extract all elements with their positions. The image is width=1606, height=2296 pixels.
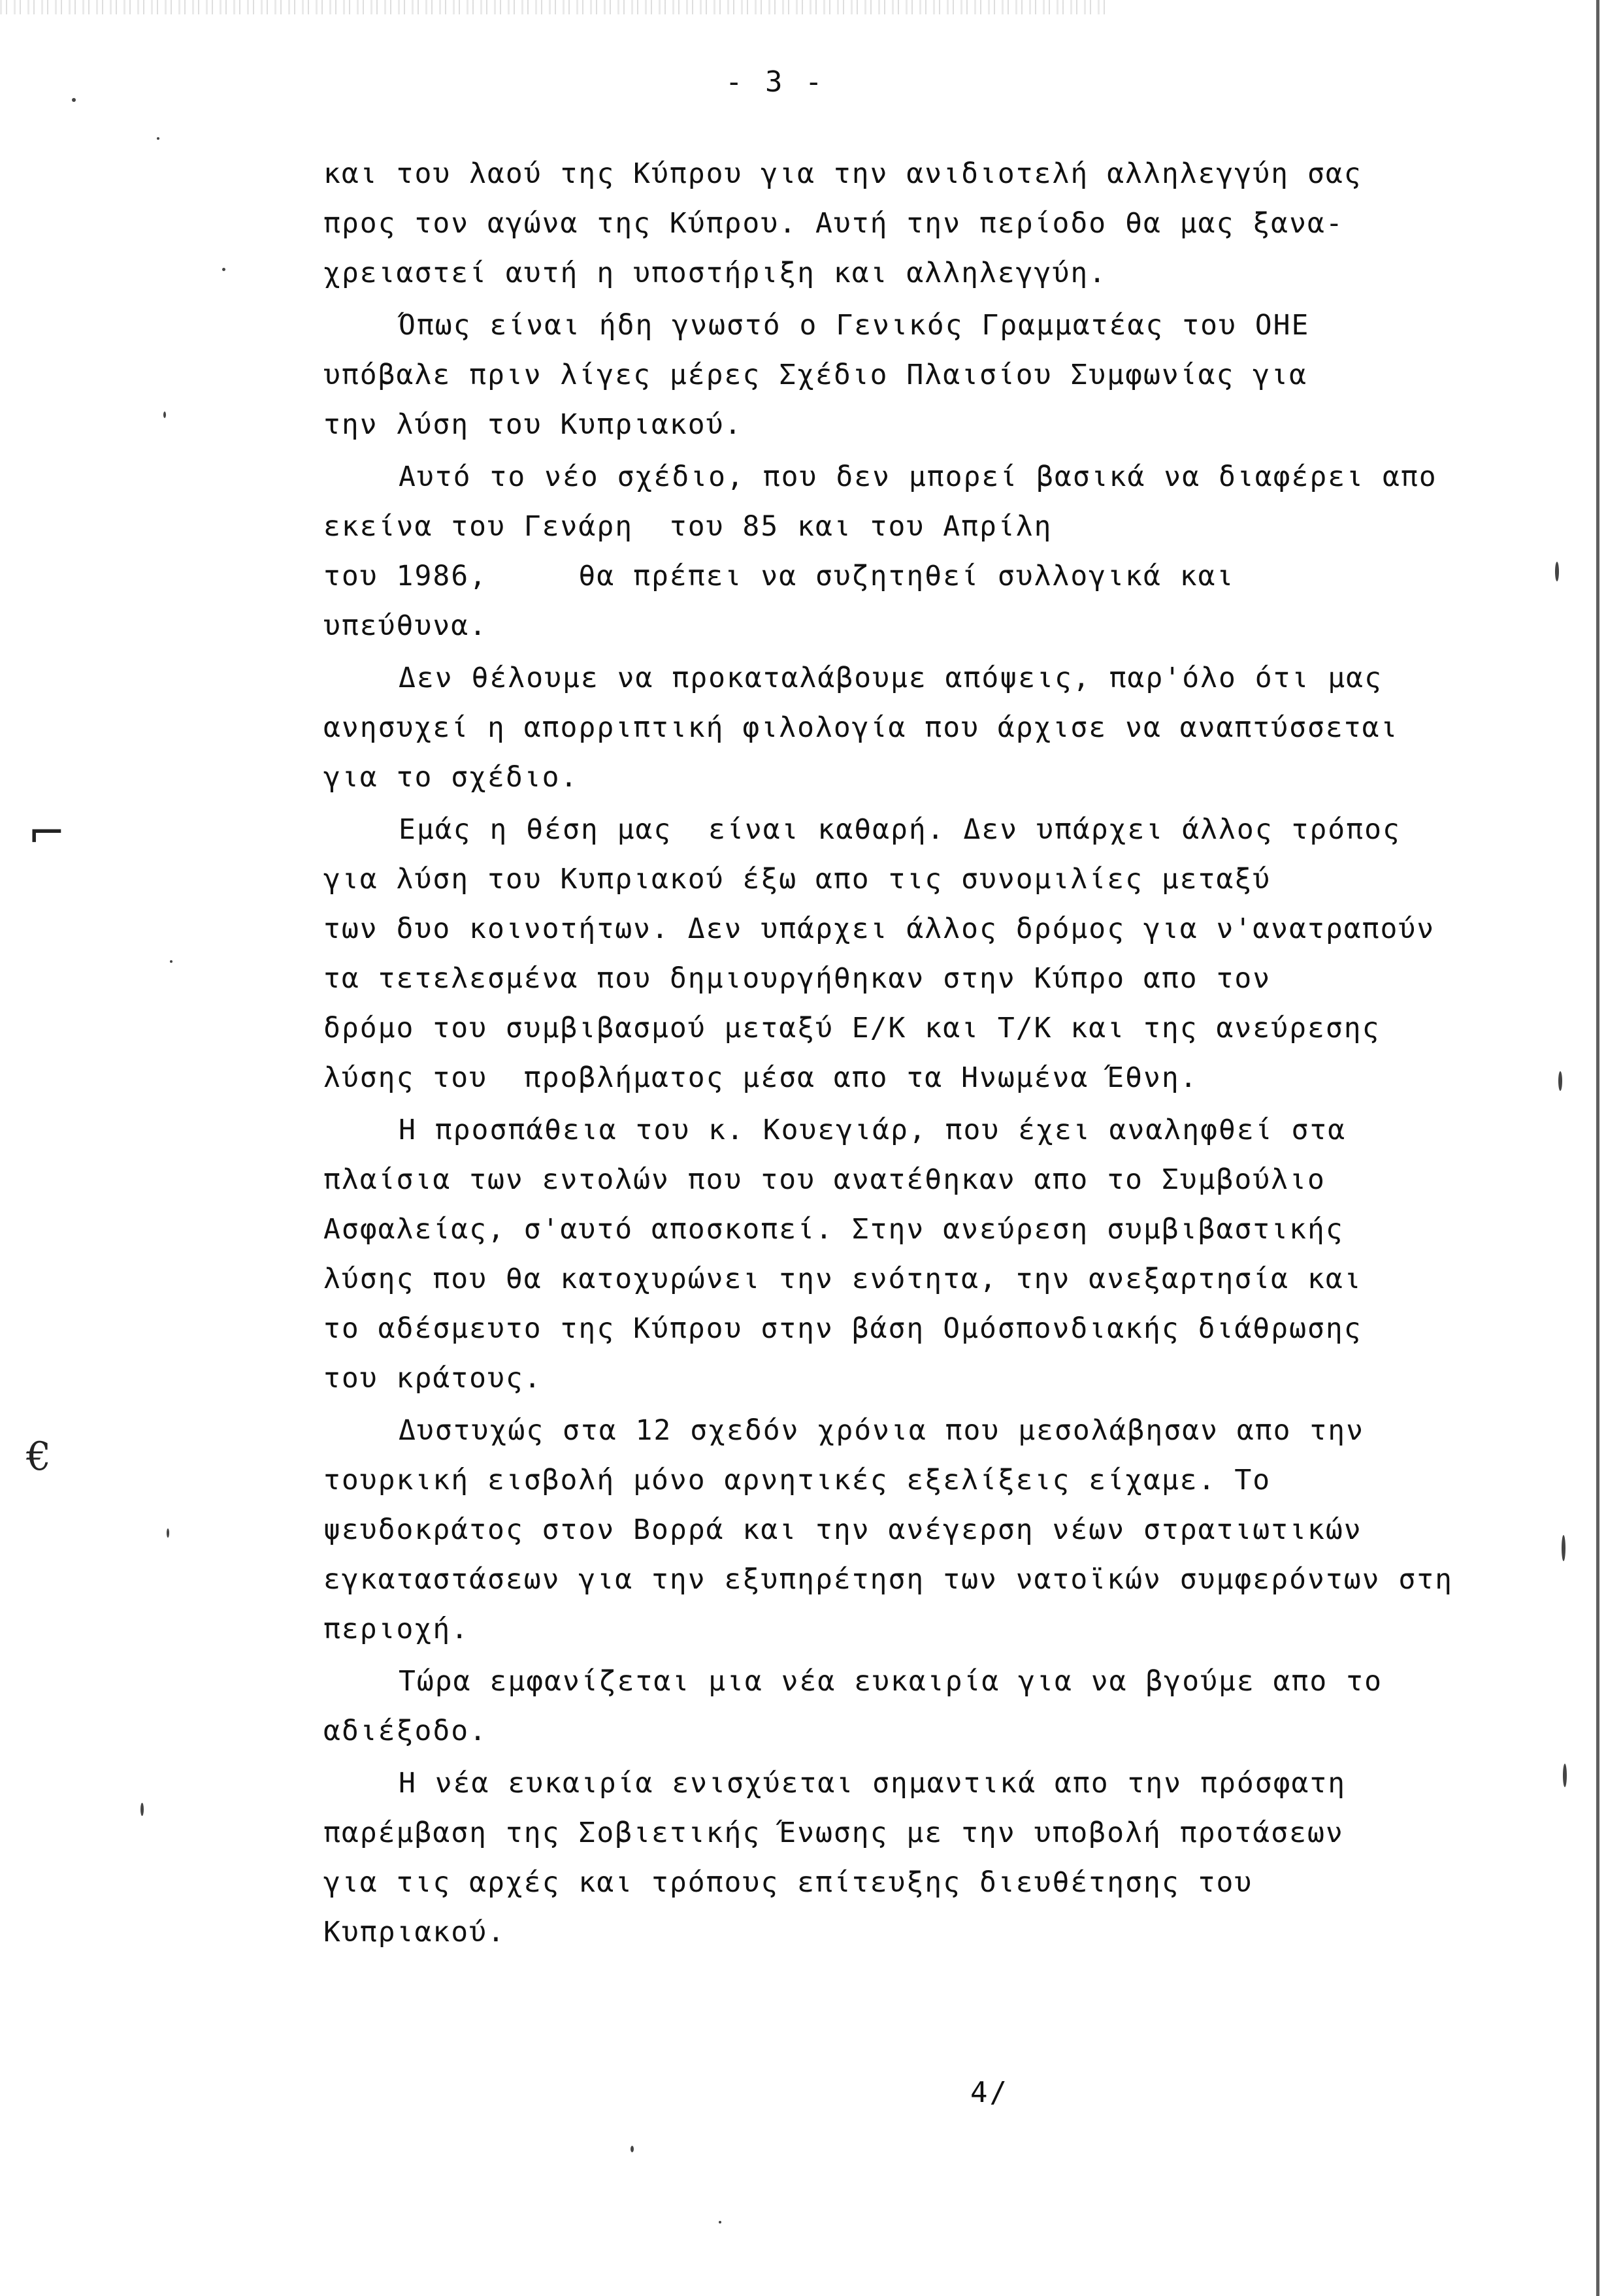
text-line: του 1986, θα πρέπει να συζητηθεί συλλογικά και — [323, 560, 1235, 592]
text-line: των δυο κοινοτήτων. Δεν υπάρχει άλλος δρόμος για ν'ανατραπούν — [323, 913, 1435, 945]
scan-speck — [719, 2221, 721, 2223]
text-line: το αδέσμευτο της Κύπρου στην βάση Ομόσπονδιακής διάθρωσης — [323, 1312, 1362, 1345]
text-line: περιοχή. — [323, 1613, 470, 1645]
text-line: εγκαταστάσεων για την εξυπηρέτηση των νατοϊκών συμφερόντων στη — [323, 1563, 1454, 1596]
text-line: Η νέα ευκαιρία ενισχύεται σημαντικά απο την πρόσφατη — [399, 1767, 1347, 1800]
text-line: Δυστυχώς στα 12 σχεδόν χρόνια που μεσολάβησαν απο την — [399, 1414, 1365, 1447]
paragraph — [323, 1406, 1565, 1654]
text-line: για τις αρχές και τρόπους επίτευξης διευθέτησης του — [323, 1866, 1253, 1899]
text-line: δρόμο του συμβιβασμού μεταξύ Ε/Κ και Τ/Κ και της ανεύρεσης — [323, 1012, 1381, 1044]
paragraph — [323, 1105, 1565, 1403]
text-line: τα τετελεσμένα που δημιουργήθηκαν στην Κύπρο απο τον — [323, 962, 1271, 995]
continuation-marker: 4/ — [970, 2076, 1009, 2109]
text-line: ανησυχεί η απορριπτική φιλολογία που άρχισε να αναπτύσσεται — [323, 711, 1399, 744]
scan-speck — [157, 137, 159, 140]
text-line: υπεύθυνα. — [323, 609, 487, 642]
text-line: πλαίσια των εντολών που του ανατέθηκαν απο το Συμβούλιο — [323, 1163, 1326, 1196]
page-number: - 3 - — [725, 65, 825, 99]
scan-edge-right — [1596, 0, 1599, 2296]
body-text — [323, 149, 1565, 1957]
text-line: για το σχέδιο. — [323, 761, 579, 794]
scan-speck — [72, 98, 76, 102]
paragraph — [323, 452, 1565, 651]
scan-speck — [170, 960, 172, 963]
text-line: για λύση του Κυπριακού έξω απο τις συνομιλίες μεταξύ — [323, 863, 1271, 896]
scan-speck — [222, 268, 225, 271]
text-line: Δεν θέλουμε να προκαταλάβουμε απόψεις, παρ'όλο ότι μας — [399, 662, 1383, 694]
text-line: χρειαστεί αυτή η υποστήριξη και αλληλεγγύη. — [323, 257, 1107, 289]
margin-mark: ⌐ — [27, 806, 66, 860]
text-line: Εμάς η θέση μας είναι καθαρή. Δεν υπάρχει άλλος τρόπος — [399, 813, 1401, 846]
paragraph — [323, 1657, 1565, 1756]
text-line: υπόβαλε πριν λίγες μέρες Σχέδιο Πλαισίου Συμφωνίας για — [323, 359, 1307, 391]
text-line: Η προσπάθεια του κ. Κουεγιάρ, που έχει αναληφθεί στα — [399, 1114, 1347, 1146]
text-line: Όπως είναι ήδη γνωστό ο Γενικός Γραμματέας του ΟΗΕ — [399, 309, 1310, 342]
paragraph — [323, 300, 1565, 449]
text-line: τουρκική εισβολή μόνο αρνητικές εξελίξεις είχαμε. Το — [323, 1464, 1271, 1496]
text-line: του κράτους. — [323, 1362, 542, 1395]
text-line: Αυτό το νέο σχέδιο, που δεν μπορεί βασικά να διαφέρει απο — [399, 461, 1437, 493]
text-line: εκείνα του Γενάρη του 85 και του Απρίλη — [323, 510, 1053, 543]
paragraph — [323, 149, 1565, 298]
text-line: προς τον αγώνα της Κύπρου. Αυτή την περίοδο θα μας ξανα- — [323, 207, 1344, 240]
text-line: και του λαού της Κύπρου για την ανιδιοτελή αλληλεγγύη σας — [323, 157, 1362, 190]
paragraph — [323, 805, 1565, 1103]
scan-speck — [140, 1803, 144, 1816]
text-line: ψευδοκράτος στον Βορρά και την ανέγερση νέων στρατιωτικών — [323, 1513, 1362, 1546]
text-line: αδιέξοδο. — [323, 1715, 487, 1747]
scan-speck — [167, 1528, 169, 1538]
paragraph — [323, 653, 1565, 802]
scan-noise-top — [0, 0, 1111, 14]
text-line: Κυπριακού. — [323, 1916, 506, 1948]
text-line: Ασφαλείας, σ'αυτό αποσκοπεί. Στην ανεύρεση συμβιβαστικής — [323, 1213, 1344, 1246]
text-line: παρέμβαση της Σοβιετικής Ένωσης με την υποβολή προτάσεων — [323, 1817, 1344, 1849]
scan-speck — [631, 2146, 634, 2152]
paragraph — [323, 1758, 1565, 1957]
text-line: την λύση του Κυπριακού. — [323, 408, 743, 441]
text-line: Τώρα εμφανίζεται μια νέα ευκαιρία για να βγούμε απο το — [399, 1665, 1383, 1698]
text-line: λύσης του προβλήματος μέσα απο τα Ηνωμένα Έθνη. — [323, 1061, 1198, 1094]
margin-mark: € — [26, 1434, 52, 1479]
text-line: λύσης που θα κατοχυρώνει την ενότητα, την ανεξαρτησία και — [323, 1263, 1362, 1295]
scan-speck — [163, 412, 166, 418]
